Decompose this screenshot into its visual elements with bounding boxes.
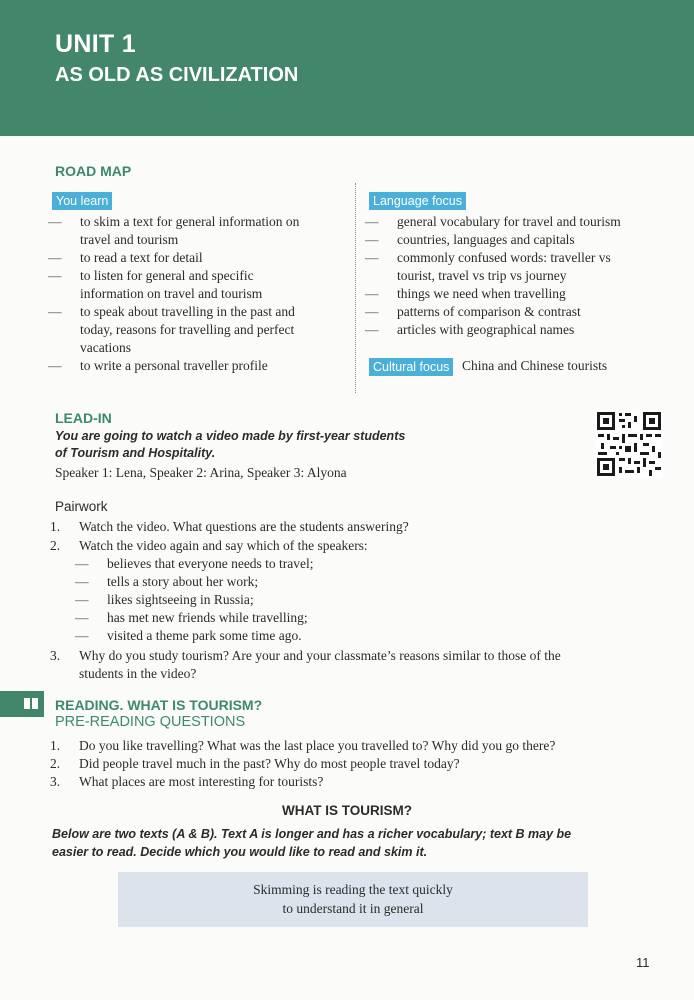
you-learn-list [48,213,348,375]
question-number: 2. [50,756,61,771]
list-item-line: countries, languages and capitals [397,232,575,247]
unit-number: UNIT 1 [55,30,136,58]
list-item [365,213,665,231]
skimming-tip-box [118,872,588,927]
question-number: 1. [50,519,61,534]
text-title: WHAT IS TOURISM? [282,803,412,818]
question-text: students in the video? [79,666,197,681]
list-item-line: today, reasons for travelling and perfect [80,322,295,337]
list-item-line: to listen for general and specific [80,268,254,283]
list-item-line: to read a text for detail [80,250,203,265]
list-item-line: to speak about travelling in the past and [80,304,295,319]
book-icon [24,698,38,709]
you-learn-tag: You learn [52,192,112,210]
cultural-focus-tag: Cultural focus [369,358,453,376]
lead-in-intro-line-1: You are going to watch a video made by first-year students [55,429,406,443]
list-item-line: to write a personal traveller profile [80,358,268,373]
list-item [365,231,665,249]
list-item [365,249,665,285]
list-item [48,213,348,249]
list-item-line: general vocabulary for travel and tourism [397,214,621,229]
instructions-line-2: easier to read. Decide which you would like to read and skim it. [52,845,428,859]
instructions-line-1: Below are two texts (A & B). Text A is longer and has a richer vocabulary; text B may be [52,827,572,841]
list-item-line: information on travel and tourism [80,286,263,301]
list-item-line: travel and tourism [80,232,179,247]
list-item [48,303,348,357]
column-divider [355,183,356,393]
list-item: — has met new friends while travelling; [75,609,314,627]
unit-title: AS OLD AS CIVILIZATION [55,64,299,86]
qr-code-icon[interactable] [595,410,663,478]
question-text: Watch the video again and say which of the speakers: [79,538,368,553]
pairwork-label: Pairwork [55,499,108,514]
road-map-heading: ROAD MAP [55,163,132,179]
list-item-line: tourist, travel vs trip vs journey [397,268,567,283]
question-number: 2. [50,538,61,553]
list-item [365,285,665,303]
question-number: 3. [50,774,61,789]
list-item [48,249,348,267]
question-text: Why do you study tourism? Are your and your classmate’s reasons similar to those of the [79,648,561,663]
question-text: Do you like travelling? What was the last place you travelled to? Why did you go there? [79,738,556,753]
question-number: 1. [50,738,61,753]
question-number: 3. [50,648,61,663]
lead-in-heading: LEAD-IN [55,410,112,426]
list-item-line: commonly confused words: traveller vs [397,250,611,265]
tip-line-2: to understand it in general [282,901,424,916]
list-item-line: things we need when travelling [397,286,566,301]
list-item-line: articles with geographical names [397,322,575,337]
list-item [365,303,665,321]
reading-heading: READING. WHAT IS TOURISM? [55,697,263,713]
list-item [48,267,348,303]
question-text: Did people travel much in the past? Why do most people travel today? [79,756,460,771]
list-item: — visited a theme park some time ago. [75,627,314,645]
page-number: 11 [636,955,650,970]
cultural-focus-text: China and Chinese tourists [462,358,608,373]
lead-in-intro-line-2: of Tourism and Hospitality. [55,446,216,460]
language-focus-tag: Language focus [369,192,466,210]
question-text: What places are most interesting for tourists? [79,774,324,789]
list-item: — believes that everyone needs to travel; [75,555,314,573]
list-item-line: to skim a text for general information on [80,214,300,229]
question-text: Watch the video. What questions are the students answering? [79,519,409,534]
list-item-line: patterns of comparison & contrast [397,304,581,319]
pre-reading-heading: PRE-READING QUESTIONS [55,714,246,730]
language-focus-list [365,213,665,339]
list-item: — likes sightseeing in Russia; [75,591,314,609]
list-item-line: vacations [80,340,131,355]
tip-line-1: Skimming is reading the text quickly [253,882,453,897]
list-item: — tells a story about her work; [75,573,314,591]
list-item [48,357,348,375]
speaker-statements-list [75,555,314,645]
speakers-line: Speaker 1: Lena, Speaker 2: Arina, Speaker 3: Alyona [55,465,347,480]
list-item [365,321,665,339]
